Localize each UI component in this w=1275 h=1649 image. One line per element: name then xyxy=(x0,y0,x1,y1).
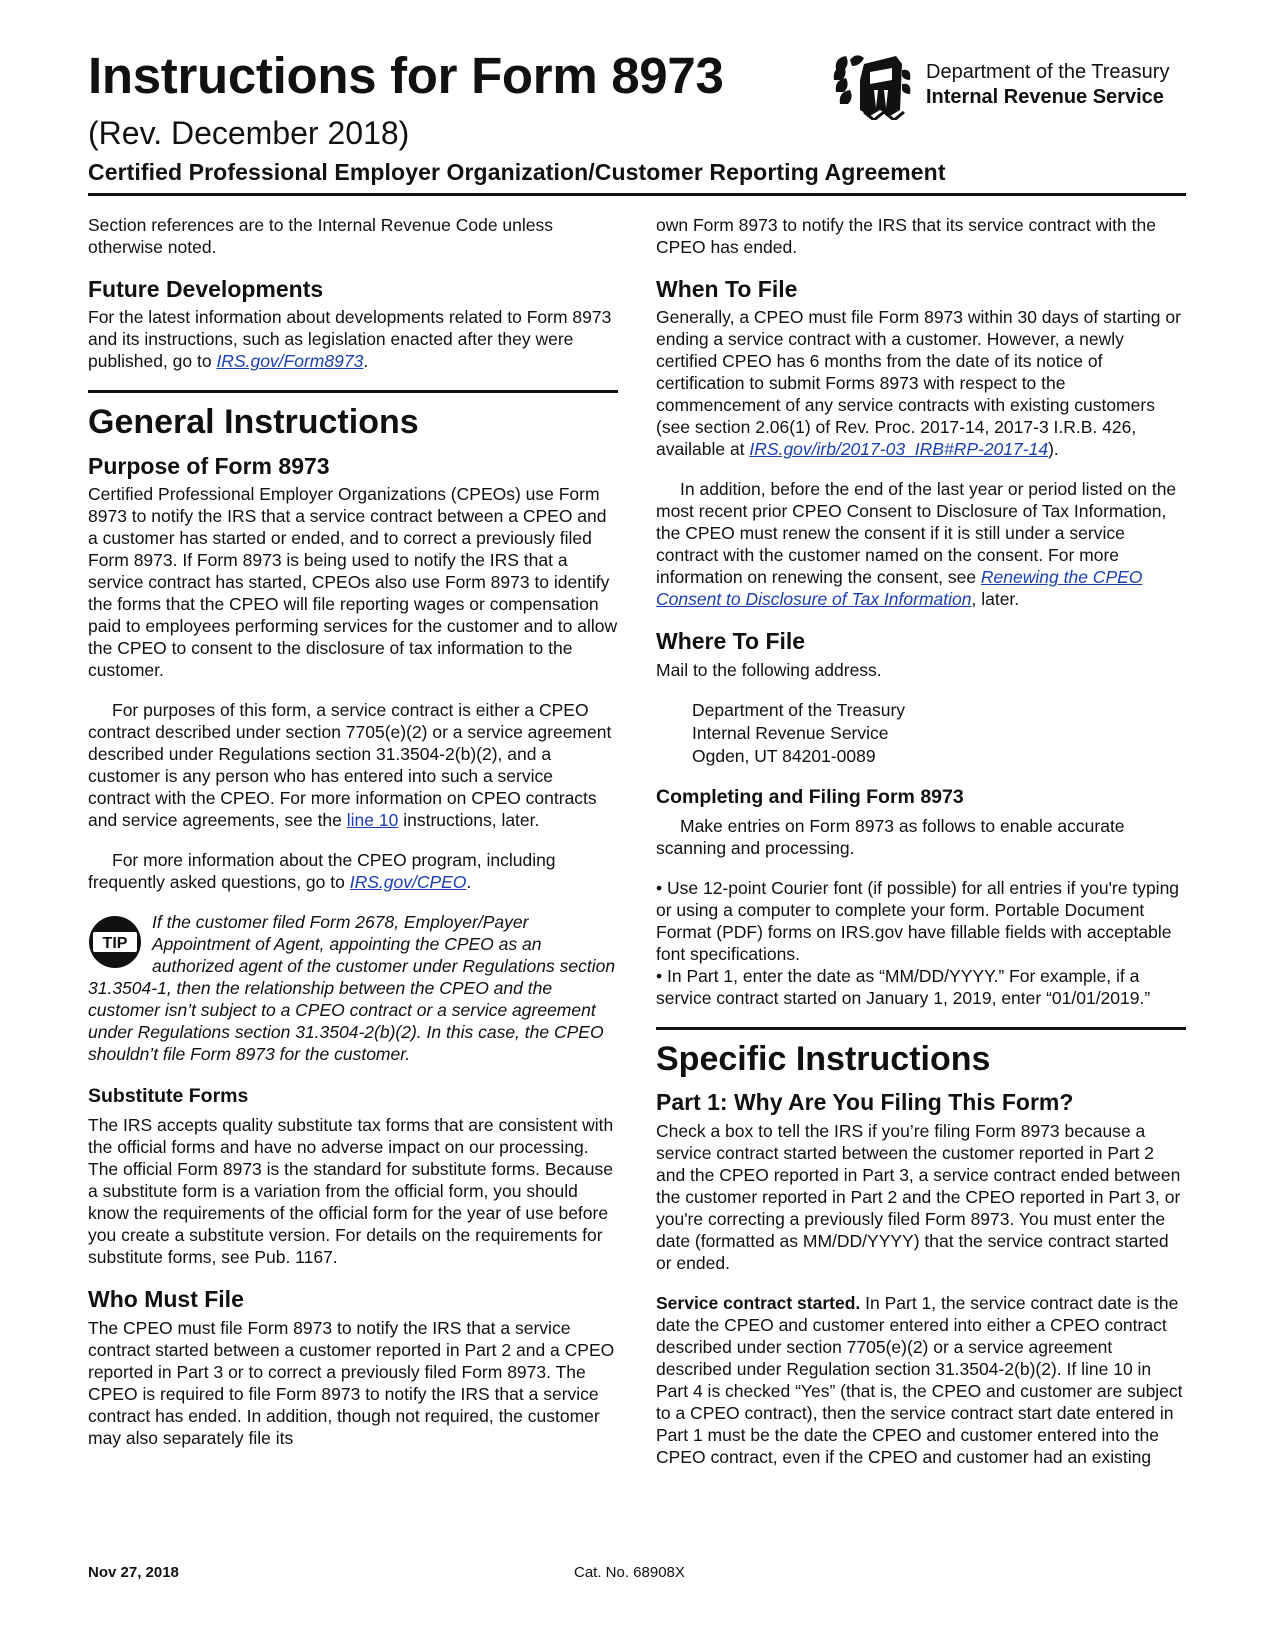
tip-box xyxy=(88,911,618,1065)
page-title: Instructions for Form 8973 xyxy=(88,47,724,104)
when-to-file-paragraph-1: Generally, a CPEO must file Form 8973 within 30 days of starting or ending a service contract with a customer. However, a newly certified CPEO has 6 months from the date of its notice of certification to submit Forms 8973 with respect to the commencement of any service contracts with existing customers (see section 2.06(1) of Rev. Proc. 2017-14, 2017-3 I.R.B. 426, available at IRS.gov/irb/2017-03_IRB#RP-2017-14). xyxy=(656,307,1181,460)
address-line-1: Department of the Treasury xyxy=(692,699,906,720)
who-must-file-heading: Who Must File xyxy=(88,1286,244,1313)
header-rule xyxy=(88,193,1186,196)
form-subtitle: Certified Professional Employer Organization/Customer Reporting Agreement xyxy=(88,159,946,185)
general-instructions-heading: General Instructions xyxy=(88,403,419,442)
tip-icon xyxy=(88,915,142,969)
line-10-link[interactable]: line 10 xyxy=(346,809,399,830)
completing-filing-text: Make entries on Form 8973 as follows to enable accurate scanning and processing. xyxy=(656,816,1125,859)
substitute-forms-heading: Substitute Forms xyxy=(88,1084,249,1107)
purpose-paragraph-1: Certified Professional Employer Organizations (CPEOs) use Form 8973 to notify the IRS that a service contract between a CPEO and a customer has started or ended, and to correct a previously filed Form 8973. If Form 8973 is being used to notify the IRS that a service contract has started, CPEOs also use Form 8973 to identify the forms that the CPEO will file reporting wages or compensation paid to employees performing services for the customer and to allow the CPEO to consent to the disclosure of tax information to the customer. xyxy=(88,483,618,680)
left-column xyxy=(88,214,618,1467)
tip-label: TIP xyxy=(102,934,128,952)
part1-text: Check a box to tell the IRS if you’re filing Form 8973 because a service contract started between the customer reported in Part 2 and the CPEO reported in Part 3, a service contract ended between the customer reported in Part 2 and the CPEO reported in Part 3, or you're correcting a previously filed Form 8973. You must enter the date (formatted as MM/DD/YYYY) that the service contract started or ended. xyxy=(656,1120,1181,1273)
footer-date: Nov 27, 2018 xyxy=(88,1564,179,1581)
footer-catalog-number: Cat. No. 68908X xyxy=(574,1564,685,1581)
where-to-file-heading: Where To File xyxy=(656,628,806,655)
tip-text: If the customer filed Form 2678, Employer/Payer Appointment of Agent, appointing the CPEO as an authorized agent of the customer under Regulations section 31.3504-1, then the relationship between the CPEO and the customer isn’t subject to a CPEO contract or a service agreement under Regulations section 31.3504-2(b)(2). In this case, the CPEO shouldn’t file Form 8973 for the customer. xyxy=(88,911,616,1064)
future-developments-heading: Future Developments xyxy=(88,276,324,302)
mailing-address xyxy=(656,699,1186,768)
section-rule xyxy=(656,1027,1186,1030)
when-to-file-paragraph-2: In addition, before the end of the last year or period listed on the most recent prior CPEO Consent to Disclosure of Tax Information, the CPEO must renew the consent if it is still under a service contract with the customer named on the consent. For more information on renewing the consent, see Renewing the CPEO Consent to Disclosure of Tax Information, later. xyxy=(656,479,1177,610)
irs-cpeo-link[interactable]: IRS.gov/CPEO xyxy=(349,871,467,892)
bullet-item: • Use 12-point Courier font (if possible) for all entries if you're typing or using a computer to complete your form. Portable Document Format (PDF) forms on IRS.gov have fillable fields with acceptable font specifications. xyxy=(656,878,1180,965)
specific-instructions-heading: Specific Instructions xyxy=(656,1040,991,1079)
part1-heading: Part 1: Why Are You Filing This Form? xyxy=(656,1089,1074,1116)
renewing-consent-link[interactable]: Renewing the CPEO Consent to Disclosure of Tax Information xyxy=(656,567,1143,610)
bullet-item: • In Part 1, enter the date as “MM/DD/YYYY.” For example, if a service contract started on January 1, 2019, enter “01/01/2019.” xyxy=(656,966,1151,1009)
intro-text: Section references are to the Internal Revenue Code unless otherwise noted. xyxy=(88,215,554,257)
agency-block xyxy=(830,50,1169,120)
who-must-file-continued: own Form 8973 to notify the IRS that its service contract with the CPEO has ended. xyxy=(656,215,1156,257)
address-line-2: Internal Revenue Service xyxy=(692,722,889,743)
irs-form8973-link[interactable]: IRS.gov/Form8973 xyxy=(216,351,364,372)
irs-irb-link[interactable]: IRS.gov/irb/2017-03_IRB#RP-2017-14 xyxy=(749,439,1049,460)
completing-filing-heading: Completing and Filing Form 8973 xyxy=(656,785,964,808)
who-must-file-text: The CPEO must file Form 8973 to notify the IRS that a service contract started between a customer reported in Part 2 and a CPEO reported in Part 3 or to correct a previously filed Form 8973. The CPEO is required to file Form 8973 to notify the IRS that a service contract has ended. In addition, though not required, the customer may also separately file its xyxy=(88,1317,615,1448)
purpose-paragraph-2: For purposes of this form, a service contract is either a CPEO contract described under section 7705(e)(2) or a service agreement described under Regulations section 31.3504-2(b)(2), and a customer is any person who has entered into such a service contract with the CPEO. For more information on CPEO contracts and service agreements, see the line 10 instructions, later. xyxy=(88,699,612,830)
service-contract-started-label: Service contract started. xyxy=(656,1292,861,1313)
irs-eagle-logo-icon xyxy=(830,50,918,120)
section-rule xyxy=(88,390,618,393)
when-to-file-heading: When To File xyxy=(656,276,798,302)
revision-date: (Rev. December 2018) xyxy=(88,115,410,151)
service-contract-started-text: Service contract started. In Part 1, the service contract date is the date the CPEO and customer entered into either a CPEO contract described under section 7705(e)(2) or a service agreement described under Regulation section 31.3504-2(b)(2). If line 10 in Part 4 is checked “Yes” (that is, the CPEO and customer are subject to a CPEO contract), then the service contract start date entered in Part 1 must be the date the CPEO and customer entered into the CPEO contract, even if the CPEO and customer had an existing xyxy=(656,1292,1183,1467)
substitute-forms-text: The IRS accepts quality substitute tax forms that are consistent with the official forms and have no adverse impact on our processing. The official Form 8973 is the standard for substitute forms. Because a substitute form is a variation from the official form, you should know the requirements of the official form for the year of use before you create a substitute version. For details on the requirements for substitute forms, see Pub. 1167. xyxy=(88,1115,614,1268)
future-developments-text: For the latest information about developments related to Form 8973 and its instructions, such as legislation enacted after they were published, go to IRS.gov/Form8973. xyxy=(88,307,612,372)
agency-department: Department of the Treasury xyxy=(926,61,1170,83)
purpose-heading: Purpose of Form 8973 xyxy=(88,452,330,479)
where-to-file-text: Mail to the following address. xyxy=(656,659,882,680)
right-column xyxy=(656,214,1186,1486)
agency-irs: Internal Revenue Service xyxy=(926,86,1164,108)
address-line-3: Ogden, UT 84201-0089 xyxy=(692,745,876,766)
purpose-paragraph-3: For more information about the CPEO program, including frequently asked questions, go to IRS.gov/CPEO. xyxy=(88,849,556,892)
